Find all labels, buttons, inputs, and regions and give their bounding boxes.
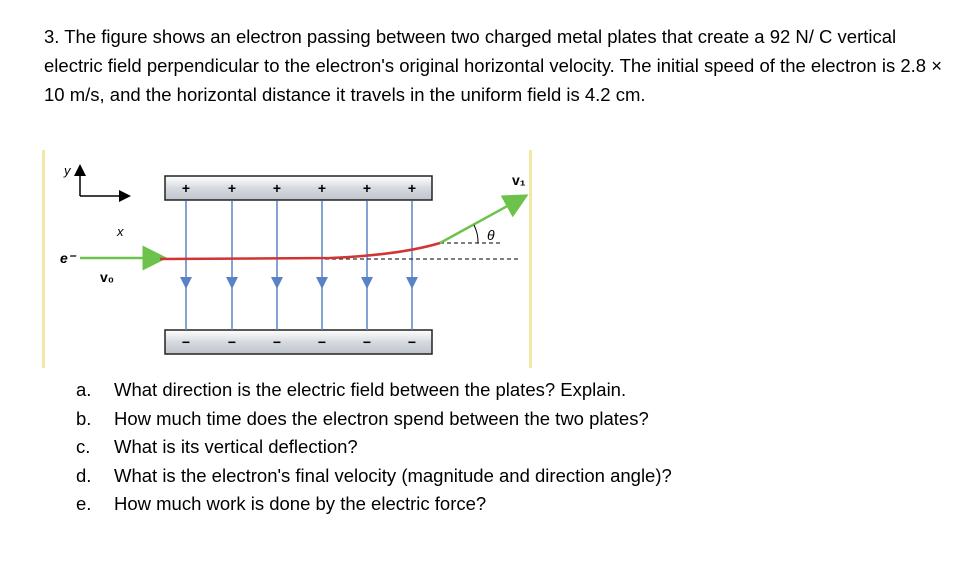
question-text: How much work is done by the electric force? (114, 493, 487, 514)
question-letter: c. (76, 436, 91, 457)
question-text: What is its vertical deflection? (114, 436, 358, 457)
electron-label: e⁻ (60, 250, 76, 266)
plus-sign: + (407, 180, 417, 196)
minus-sign: − (181, 334, 191, 350)
question-letter: b. (76, 407, 92, 429)
top-plate (165, 176, 432, 200)
question-item (76, 490, 672, 519)
electric-field-lines (186, 201, 412, 330)
figure-panel-left-border (42, 150, 45, 368)
axis-x-label: x (117, 224, 124, 239)
question-text: What is the electron's final velocity (magnitude and direction angle)? (114, 464, 672, 486)
plus-sign: + (272, 180, 282, 196)
bottom-plate (165, 330, 432, 354)
question-list (76, 376, 672, 519)
plus-sign: + (362, 180, 372, 196)
angle-arc (474, 225, 478, 243)
problem-statement: 3. The figure shows an electron passing between two charged metal plates that create a 92 N/ C vertical electric field perpendicular to the electron's original horizontal velocity. The initial speed of the electron is 2.8 × 10 m/s, and the horizontal distance it travels in the uniform field is 4.2 cm. (44, 26, 943, 105)
question-item (76, 462, 672, 491)
plus-sign: + (317, 180, 327, 196)
question-item (76, 376, 672, 405)
minus-sign: − (317, 334, 327, 350)
question-letter: d. (76, 464, 92, 486)
figure-panel-right-border (529, 150, 532, 368)
question-item (76, 405, 672, 434)
v0-label: v₀ (100, 269, 115, 285)
question-item (76, 433, 672, 462)
v1-label: v₁ (512, 172, 526, 188)
minus-sign: − (272, 334, 282, 350)
question-text: How much time does the electron spend between the two plates? (114, 407, 649, 429)
question-letter: a. (76, 379, 92, 400)
axis-y-label: y (64, 163, 71, 178)
plus-sign: + (227, 180, 237, 196)
final-velocity-arrow (440, 198, 522, 243)
plus-sign: + (181, 180, 191, 196)
electron-trajectory (160, 243, 440, 259)
minus-sign: − (227, 334, 237, 350)
minus-sign: − (362, 334, 372, 350)
axes-icon (80, 170, 125, 196)
theta-label: θ (487, 227, 495, 243)
question-letter: e. (76, 493, 92, 514)
minus-sign: − (407, 334, 417, 350)
question-text: What direction is the electric field between the plates? Explain. (114, 379, 627, 400)
